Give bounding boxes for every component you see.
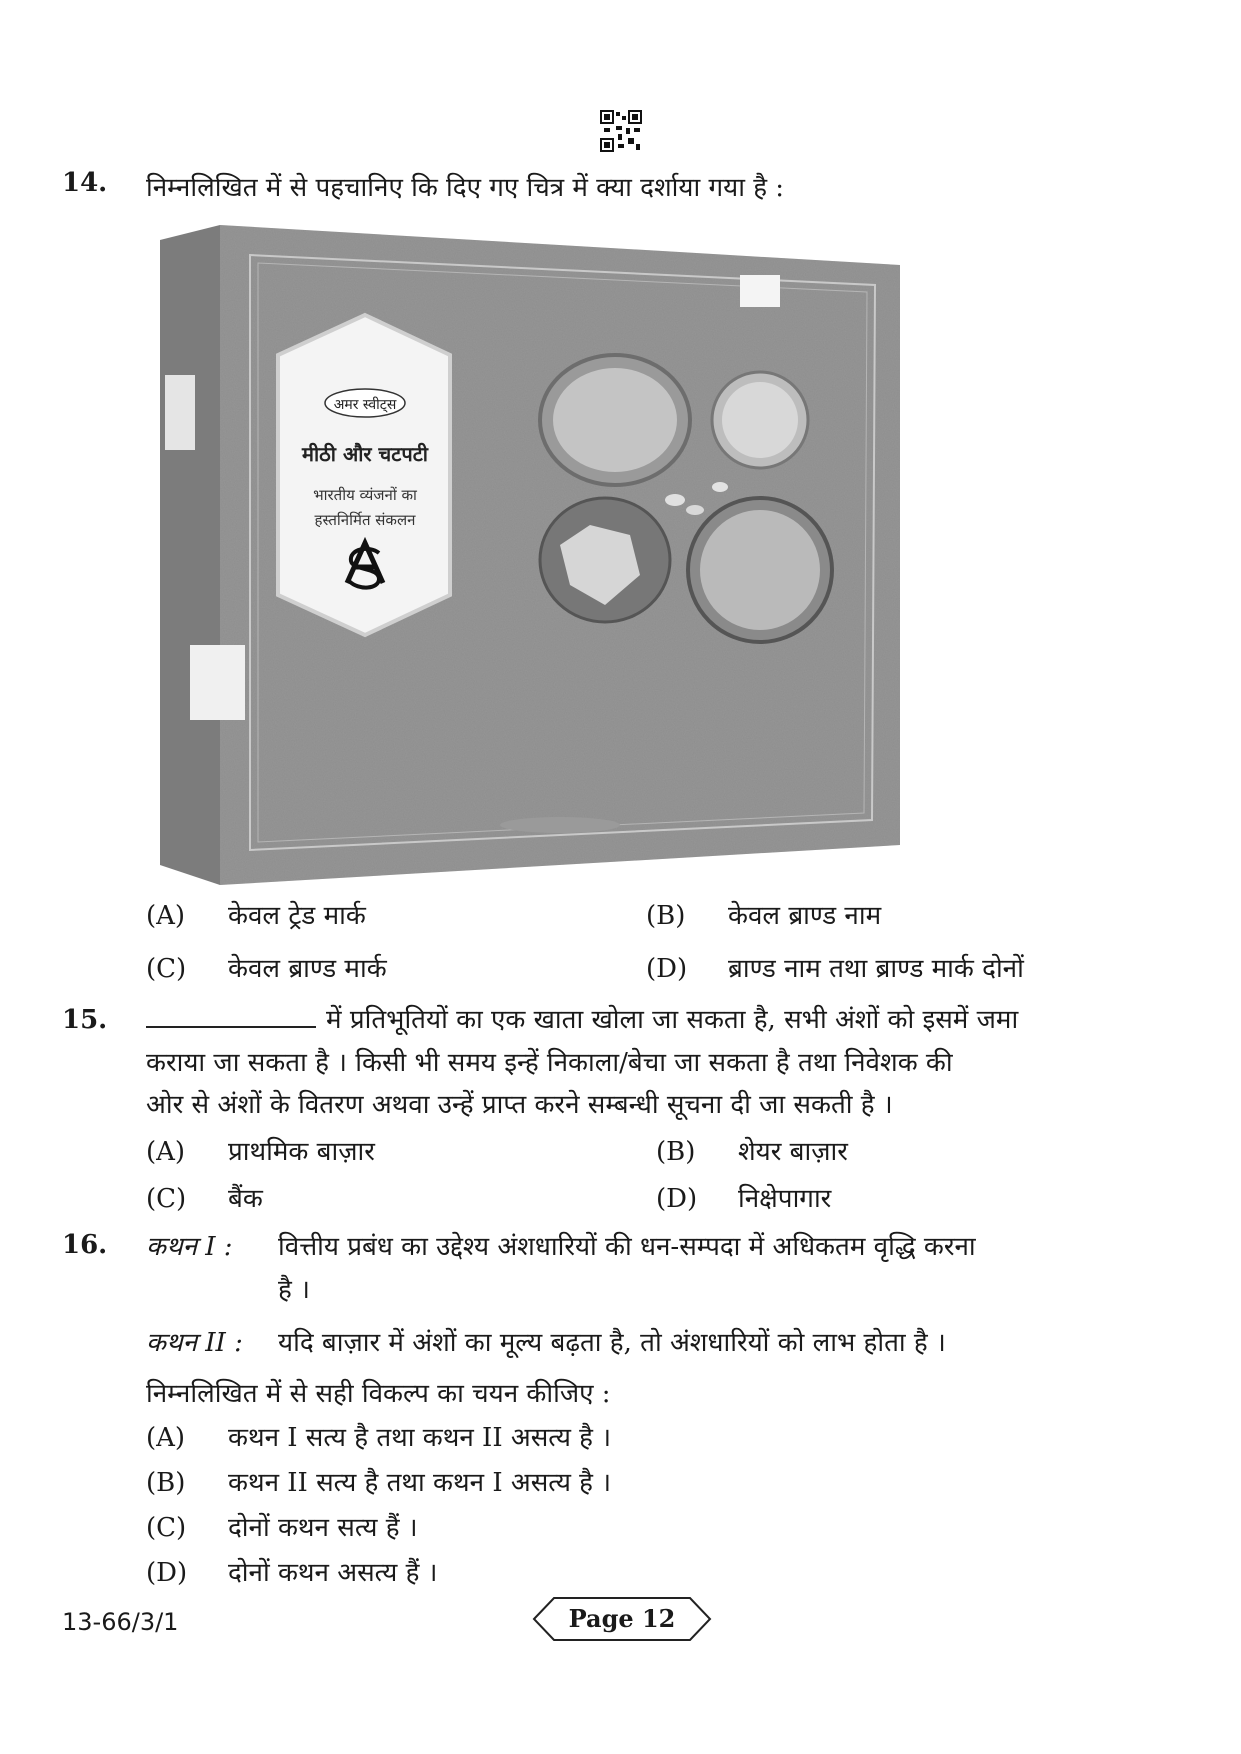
option-label: (A) xyxy=(146,1423,186,1453)
q14-option-a xyxy=(146,896,366,932)
question-15-line3: ओर से अंशों के वितरण अथवा उन्हें प्राप्त करने सम्बन्धी सूचना दी जा सकती है । xyxy=(146,1090,893,1120)
option-label: (D) xyxy=(646,954,688,984)
option-text: निक्षेपागार xyxy=(738,1184,832,1214)
option-text: कथन I सत्य है तथा कथन II असत्य है । xyxy=(228,1423,612,1453)
page-number-tag xyxy=(532,1596,712,1642)
q14-option-c xyxy=(146,949,387,985)
statement-2-label: कथन II : xyxy=(146,1328,243,1358)
option-text: केवल ब्राण्ड मार्क xyxy=(228,954,387,984)
q15-option-d xyxy=(656,1179,831,1215)
option-text: दोनों कथन सत्य हैं । xyxy=(228,1513,418,1543)
q14-option-d xyxy=(646,949,1024,985)
sweets-box-image xyxy=(160,225,905,885)
question-15-number: 15. xyxy=(62,1005,108,1035)
question-16-number: 16. xyxy=(62,1230,108,1260)
q16-option-c xyxy=(146,1508,418,1544)
box-subtitle-line1: भारतीय व्यंजनों का xyxy=(313,486,417,504)
option-text: केवल ट्रेड मार्क xyxy=(228,901,366,931)
option-label: (A) xyxy=(146,1137,186,1167)
q16-option-a xyxy=(146,1418,611,1454)
q16-option-d xyxy=(146,1553,438,1589)
paper-code: 13-66/3/1 xyxy=(62,1608,179,1636)
option-text: प्राथमिक बाज़ार xyxy=(228,1137,375,1167)
option-text: बैंक xyxy=(228,1184,263,1214)
option-label: (C) xyxy=(146,954,187,984)
option-label: (B) xyxy=(656,1137,696,1167)
q14-option-b xyxy=(646,896,881,932)
box-title-text: मीठी और चटपटी xyxy=(302,442,428,466)
option-label: (B) xyxy=(146,1468,186,1498)
q16-option-b xyxy=(146,1463,611,1499)
statement-2-text: यदि बाज़ार में अंशों का मूल्य बढ़ता है, तो अंशधारियों को लाभ होता है । xyxy=(278,1328,946,1358)
option-text: दोनों कथन असत्य हैं । xyxy=(228,1558,438,1588)
question-15-line1-text: में प्रतिभूतियों का एक खाता खोला जा सकता है, सभी अंशों को इसमें जमा xyxy=(326,1005,1019,1035)
page-number: Page 12 xyxy=(568,1604,676,1633)
question-14-text: निम्नलिखित में से पहचानिए कि दिए गए चित्र में क्या दर्शाया गया है : xyxy=(146,173,785,203)
box-brand-text: अमर स्वीट्स xyxy=(333,397,397,413)
question-16-instruction: निम्नलिखित में से सही विकल्प का चयन कीजिए : xyxy=(146,1379,611,1409)
statement-1-line1: वित्तीय प्रबंध का उद्देश्य अंशधारियों की धन-सम्पदा में अधिकतम वृद्धि करना xyxy=(278,1232,976,1262)
question-15-line1 xyxy=(146,1000,1018,1036)
question-15-line2: कराया जा सकता है । किसी भी समय इन्हें निकाला/बेचा जा सकता है तथा निवेशक की xyxy=(146,1048,953,1078)
option-text: ब्राण्ड नाम तथा ब्राण्ड मार्क दोनों xyxy=(728,954,1024,984)
box-subtitle-line2: हस्तनिर्मित संकलन xyxy=(314,511,416,529)
question-14-number: 14. xyxy=(62,168,108,198)
q15-option-c xyxy=(146,1179,263,1215)
option-label: (D) xyxy=(146,1558,188,1588)
option-text: कथन II सत्य है तथा कथन I असत्य है । xyxy=(228,1468,612,1498)
option-text: शेयर बाज़ार xyxy=(738,1137,848,1167)
statement-1-label: कथन I : xyxy=(146,1232,233,1262)
statement-1-line2: है । xyxy=(278,1275,310,1305)
option-label: (D) xyxy=(656,1184,698,1214)
qr-code-icon xyxy=(600,110,642,152)
option-text: केवल ब्राण्ड नाम xyxy=(728,901,882,931)
answer-blank xyxy=(146,1026,316,1028)
q15-option-a xyxy=(146,1132,375,1168)
option-label: (C) xyxy=(146,1184,187,1214)
option-label: (B) xyxy=(646,901,686,931)
option-label: (A) xyxy=(146,901,186,931)
q15-option-b xyxy=(656,1132,848,1168)
option-label: (C) xyxy=(146,1513,187,1543)
